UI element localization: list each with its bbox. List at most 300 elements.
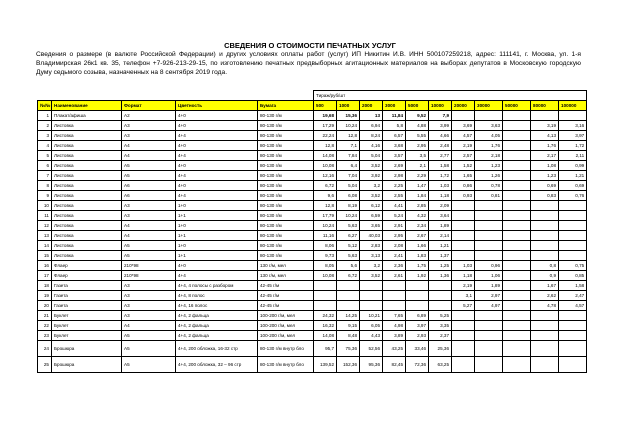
price-cell: 0,75 xyxy=(559,261,587,271)
price-cell: 3,68 xyxy=(383,141,406,151)
row-attribute: А3 xyxy=(122,131,176,141)
row-attribute: А3 xyxy=(122,201,176,211)
row-attribute: 100-200 г/м, мел xyxy=(258,311,314,321)
column-header: 1000 xyxy=(337,101,360,111)
price-cell xyxy=(503,221,531,231)
row-attribute: А3 xyxy=(122,311,176,321)
column-header: 2000 xyxy=(360,101,383,111)
price-cell: 2,57 xyxy=(452,151,475,161)
row-attribute: Листовка xyxy=(52,201,122,211)
price-cell: 4,97 xyxy=(475,301,503,311)
row-attribute: Буклет xyxy=(52,331,122,341)
price-cell: 3,2 xyxy=(360,261,383,271)
price-cell: 6,89 xyxy=(406,311,429,321)
price-cell xyxy=(531,201,559,211)
row-attribute: Листовка xyxy=(52,131,122,141)
price-cell: 5,55 xyxy=(406,131,429,141)
price-cell xyxy=(383,291,406,301)
price-cell xyxy=(475,321,503,331)
price-cell xyxy=(337,301,360,311)
price-cell: 2,85 xyxy=(406,201,429,211)
price-cell: 4,57 xyxy=(559,301,587,311)
price-cell xyxy=(383,281,406,291)
price-cell xyxy=(503,261,531,271)
row-attribute: А3 xyxy=(122,211,176,221)
price-cell: 95,7 xyxy=(314,341,337,357)
price-cell xyxy=(452,201,475,211)
table-row xyxy=(38,311,587,321)
group-header-row xyxy=(38,91,587,101)
row-attribute: А6 xyxy=(122,191,176,201)
price-cell xyxy=(452,321,475,331)
column-header: Формат xyxy=(122,101,176,111)
price-cell: 7,65 xyxy=(383,311,406,321)
price-cell: 152,36 xyxy=(337,357,360,373)
price-cell: 3,69 xyxy=(452,121,475,131)
price-cell: 0,99 xyxy=(559,161,587,171)
price-cell xyxy=(503,131,531,141)
price-cell xyxy=(360,291,383,301)
row-attribute: А4 xyxy=(122,321,176,331)
column-header: 5000 xyxy=(406,101,429,111)
row-attribute: А3 xyxy=(122,301,176,311)
row-attribute: 4+4, 4 полосы с разбором xyxy=(176,281,258,291)
price-cell xyxy=(559,241,587,251)
row-attribute: 1+1 xyxy=(176,211,258,221)
price-cell: 1,23 xyxy=(531,171,559,181)
price-cell: 5,04 xyxy=(337,181,360,191)
price-cell: 3,13 xyxy=(360,251,383,261)
price-cell xyxy=(503,231,531,241)
price-cell: 2,19 xyxy=(452,281,475,291)
price-cell: 5,12 xyxy=(337,241,360,251)
row-number: 1 xyxy=(38,111,52,121)
column-header: 80000 xyxy=(531,101,559,111)
price-cell xyxy=(559,221,587,231)
row-attribute: 4+4, 200 обложка, 16-32 стр xyxy=(176,341,258,357)
price-cell: 7,9 xyxy=(429,111,452,121)
price-cell: 5,04 xyxy=(360,151,383,161)
price-cell: 3,35 xyxy=(429,321,452,331)
column-header: 500 xyxy=(314,101,337,111)
price-cell: 1,67 xyxy=(531,281,559,291)
price-cell xyxy=(559,231,587,241)
price-cell: 14,08 xyxy=(314,331,337,341)
price-cell: 7,84 xyxy=(337,151,360,161)
price-cell: 3,89 xyxy=(383,331,406,341)
price-cell: 1,52 xyxy=(452,161,475,171)
price-cell xyxy=(475,357,503,373)
price-cell xyxy=(503,141,531,151)
price-cell: 15,36 xyxy=(337,111,360,121)
row-number: 10 xyxy=(38,201,52,211)
row-attribute: 4+0 xyxy=(176,141,258,151)
price-cell xyxy=(314,281,337,291)
row-attribute: 1+1 xyxy=(176,231,258,241)
price-cell xyxy=(452,341,475,357)
price-cell: 1,65 xyxy=(452,171,475,181)
row-number: 9 xyxy=(38,191,52,201)
row-attribute: 4+4, 8 полос xyxy=(176,291,258,301)
row-attribute: 130 г/м, мел xyxy=(258,261,314,271)
table-row xyxy=(38,281,587,291)
price-cell xyxy=(314,291,337,301)
table-row xyxy=(38,357,587,373)
price-cell: 14,25 xyxy=(337,311,360,321)
row-attribute: Листовка xyxy=(52,191,122,201)
price-cell xyxy=(559,321,587,331)
price-cell: 33,46 xyxy=(406,341,429,357)
price-cell: 1,03 xyxy=(452,261,475,271)
price-cell: 2,41 xyxy=(383,251,406,261)
row-attribute: 4+4 xyxy=(176,151,258,161)
price-cell: 52,56 xyxy=(360,341,383,357)
row-attribute: Плакат/афиша xyxy=(52,111,122,121)
row-attribute: 100-200 г/м, мел xyxy=(258,321,314,331)
price-cell xyxy=(531,241,559,251)
price-cell xyxy=(503,251,531,261)
price-cell: 139,52 xyxy=(314,357,337,373)
row-number: 5 xyxy=(38,151,52,161)
row-number: 2 xyxy=(38,121,52,131)
price-cell: 2,29 xyxy=(406,171,429,181)
price-cell: 2,69 xyxy=(383,161,406,171)
price-cell xyxy=(559,311,587,321)
price-cell: 6,59 xyxy=(360,211,383,221)
price-cell xyxy=(406,301,429,311)
row-attribute: 4+4, 2 фальца xyxy=(176,321,258,331)
row-number: 20 xyxy=(38,301,52,311)
row-attribute: Листовка xyxy=(52,181,122,191)
row-attribute: А4 xyxy=(122,141,176,151)
price-cell: 1,06 xyxy=(475,271,503,281)
price-cell: 72,36 xyxy=(406,357,429,373)
price-cell xyxy=(475,111,503,121)
price-cell: 3,99 xyxy=(429,121,452,131)
price-cell: 8,24 xyxy=(360,131,383,141)
price-cell: 2,1 xyxy=(406,161,429,171)
price-cell: 2,77 xyxy=(429,151,452,161)
row-attribute: 42-45 г/м xyxy=(258,301,314,311)
table-row xyxy=(38,301,587,311)
price-cell xyxy=(314,301,337,311)
price-table xyxy=(37,90,587,373)
price-cell xyxy=(503,121,531,131)
row-attribute: Листовка xyxy=(52,141,122,151)
price-cell: 7,04 xyxy=(337,171,360,181)
price-cell xyxy=(475,211,503,221)
row-attribute: 80-130 г/м xyxy=(258,131,314,141)
row-number: 11 xyxy=(38,211,52,221)
row-attribute: 1+1 xyxy=(176,251,258,261)
row-attribute: 4+0 xyxy=(176,261,258,271)
row-attribute: А4 xyxy=(122,221,176,231)
price-cell: 40,03 xyxy=(360,231,383,241)
price-cell: 9,52 xyxy=(406,111,429,121)
price-cell: 2,61 xyxy=(383,271,406,281)
price-cell: 1,21 xyxy=(429,241,452,251)
price-cell: 10,08 xyxy=(314,271,337,281)
row-attribute: Листовка xyxy=(52,151,122,161)
row-attribute: 80-130 г/м внутр бло xyxy=(258,357,314,373)
price-cell: 9,15 xyxy=(337,321,360,331)
price-cell xyxy=(559,111,587,121)
price-cell: 3,97 xyxy=(406,321,429,331)
price-cell: 2,55 xyxy=(383,191,406,201)
price-cell: 2,97 xyxy=(475,291,503,301)
row-number: 12 xyxy=(38,221,52,231)
price-cell: 0,69 xyxy=(559,181,587,191)
price-cell: 17,79 xyxy=(314,211,337,221)
price-cell: 2,19 xyxy=(452,141,475,151)
price-cell xyxy=(531,311,559,321)
price-cell: 6,08 xyxy=(337,191,360,201)
price-cell: 4,05 xyxy=(475,131,503,141)
price-cell xyxy=(503,271,531,281)
price-cell: 4,88 xyxy=(406,121,429,131)
group-header: Тираж/руб/шт xyxy=(314,91,587,101)
price-cell xyxy=(452,241,475,251)
price-cell: 3,1 xyxy=(452,291,475,301)
row-attribute: Буклет xyxy=(52,311,122,321)
price-cell xyxy=(503,111,531,121)
price-cell xyxy=(531,111,559,121)
row-attribute: А2 xyxy=(122,111,176,121)
price-cell: 1,58 xyxy=(559,281,587,291)
row-attribute: 80-130 г/м xyxy=(258,141,314,151)
price-cell xyxy=(503,291,531,301)
price-cell xyxy=(475,331,503,341)
row-attribute: 4+4, 2 фальца xyxy=(176,331,258,341)
price-cell: 1,92 xyxy=(406,271,429,281)
table-row xyxy=(38,161,587,171)
price-cell: 10,08 xyxy=(314,161,337,171)
price-cell: 1,47 xyxy=(406,181,429,191)
price-cell: 13 xyxy=(360,111,383,121)
row-attribute: 4+4, 16 полос xyxy=(176,301,258,311)
price-cell xyxy=(475,241,503,251)
price-cell: 4,43 xyxy=(360,331,383,341)
price-cell xyxy=(503,191,531,201)
price-cell xyxy=(429,281,452,291)
price-cell: 2,37 xyxy=(429,331,452,341)
price-cell xyxy=(475,251,503,261)
price-cell: 1,26 xyxy=(475,171,503,181)
price-cell: 5,63 xyxy=(337,251,360,261)
row-attribute: 80-130 г/м xyxy=(258,191,314,201)
row-attribute: 100-200 г/м, мел xyxy=(258,331,314,341)
table-row xyxy=(38,181,587,191)
column-header: 100000 xyxy=(559,101,587,111)
price-cell xyxy=(503,301,531,311)
price-cell: 4,41 xyxy=(383,201,406,211)
price-cell xyxy=(559,211,587,221)
price-cell: 2,09 xyxy=(429,201,452,211)
table-row xyxy=(38,221,587,231)
price-cell: 14,08 xyxy=(314,151,337,161)
row-attribute: 42-45 г/м xyxy=(258,281,314,291)
price-cell xyxy=(452,251,475,261)
row-attribute: 42-45 г/м xyxy=(258,291,314,301)
price-cell: 8,06 xyxy=(314,241,337,251)
price-cell xyxy=(559,331,587,341)
row-number: 23 xyxy=(38,331,52,341)
row-number: 21 xyxy=(38,311,52,321)
price-cell: 2,34 xyxy=(406,221,429,231)
price-cell: 7,1 xyxy=(337,141,360,151)
row-number: 14 xyxy=(38,241,52,251)
column-header: Наименование xyxy=(52,101,122,111)
row-attribute: Листовка xyxy=(52,241,122,251)
price-cell xyxy=(452,357,475,373)
price-cell: 11,84 xyxy=(383,111,406,121)
row-attribute: 210*98 xyxy=(122,261,176,271)
price-cell xyxy=(531,221,559,231)
price-cell: 1,18 xyxy=(429,191,452,201)
price-cell xyxy=(503,241,531,251)
row-attribute: Буклет xyxy=(52,321,122,331)
row-attribute: Листовка xyxy=(52,251,122,261)
price-cell: 2,25 xyxy=(383,181,406,191)
price-cell: 10,24 xyxy=(337,121,360,131)
price-cell xyxy=(452,331,475,341)
price-cell: 3,52 xyxy=(360,161,383,171)
table-row xyxy=(38,251,587,261)
row-attribute: 80-130 г/м xyxy=(258,111,314,121)
price-cell: 3,97 xyxy=(559,131,587,141)
row-attribute: 4+4 xyxy=(176,131,258,141)
table-row xyxy=(38,201,587,211)
group-header-spacer xyxy=(38,91,314,101)
row-attribute: 4+0 xyxy=(176,111,258,121)
row-attribute: 1+0 xyxy=(176,201,258,211)
price-cell: 4,57 xyxy=(452,131,475,141)
table-row xyxy=(38,191,587,201)
price-cell xyxy=(452,231,475,241)
price-cell: 10,24 xyxy=(337,211,360,221)
price-cell: 3,57 xyxy=(383,151,406,161)
price-cell: 6,72 xyxy=(337,271,360,281)
row-attribute: Листовка xyxy=(52,211,122,221)
price-cell: 2,83 xyxy=(360,241,383,251)
row-attribute: Газета xyxy=(52,301,122,311)
row-attribute: 80-130 г/м внутр бло xyxy=(258,341,314,357)
price-cell xyxy=(406,291,429,301)
price-cell: 2,08 xyxy=(383,241,406,251)
price-cell: 11,16 xyxy=(314,231,337,241)
price-cell: 0,69 xyxy=(531,181,559,191)
price-cell: 1,89 xyxy=(429,221,452,231)
price-cell xyxy=(531,357,559,373)
row-attribute: 80-130 г/м xyxy=(258,241,314,251)
row-number: 24 xyxy=(38,341,52,357)
price-cell: 6,12 xyxy=(360,201,383,211)
row-number: 17 xyxy=(38,271,52,281)
table-row xyxy=(38,291,587,301)
price-cell: 2,62 xyxy=(531,291,559,301)
row-attribute: А3 xyxy=(122,121,176,131)
price-cell: 0,86 xyxy=(452,181,475,191)
price-cell xyxy=(475,341,503,357)
table-row xyxy=(38,321,587,331)
price-cell: 6,05 xyxy=(360,321,383,331)
row-number: 8 xyxy=(38,181,52,191)
price-cell xyxy=(503,331,531,341)
row-attribute: 210*98 xyxy=(122,271,176,281)
price-cell xyxy=(383,301,406,311)
price-cell: 1,25 xyxy=(429,261,452,271)
price-cell: 2,98 xyxy=(383,171,406,181)
price-cell: 2,11 xyxy=(559,151,587,161)
row-attribute: 1+0 xyxy=(176,221,258,231)
table-row xyxy=(38,231,587,241)
price-cell: 2,36 xyxy=(383,261,406,271)
price-cell xyxy=(559,251,587,261)
price-cell: 1,03 xyxy=(429,181,452,191)
price-cell: 1,84 xyxy=(406,191,429,201)
row-number: 16 xyxy=(38,261,52,271)
price-cell: 5,27 xyxy=(452,301,475,311)
price-cell: 12,8 xyxy=(314,201,337,211)
price-cell xyxy=(360,301,383,311)
price-cell: 5,24 xyxy=(383,211,406,221)
price-cell: 3,5 xyxy=(406,151,429,161)
row-attribute: Газета xyxy=(52,281,122,291)
row-number: 7 xyxy=(38,171,52,181)
price-cell: 0,85 xyxy=(559,271,587,281)
price-cell: 1,18 xyxy=(452,271,475,281)
price-cell: 3,2 xyxy=(360,181,383,191)
row-attribute: 4+0 xyxy=(176,121,258,131)
price-cell: 4,98 xyxy=(383,321,406,331)
price-cell: 2,93 xyxy=(406,331,429,341)
price-cell: 0,9 xyxy=(531,271,559,281)
price-cell: 10,21 xyxy=(360,311,383,321)
price-cell: 3,52 xyxy=(360,191,383,201)
price-cell xyxy=(503,151,531,161)
price-cell: 3,65 xyxy=(360,221,383,231)
row-attribute: 4+4 xyxy=(176,171,258,181)
price-cell: 6,57 xyxy=(383,131,406,141)
price-cell: 4,16 xyxy=(360,141,383,151)
price-cell: 8,48 xyxy=(337,331,360,341)
price-cell: 2,67 xyxy=(406,231,429,241)
row-number: 22 xyxy=(38,321,52,331)
row-attribute: 80-130 г/м xyxy=(258,121,314,131)
row-attribute: Листовка xyxy=(52,231,122,241)
table-row xyxy=(38,171,587,181)
row-attribute: 80-130 г/м xyxy=(258,161,314,171)
price-cell xyxy=(503,311,531,321)
price-cell: 2,17 xyxy=(531,151,559,161)
price-cell: 95,36 xyxy=(360,357,383,373)
row-attribute: 4+0 xyxy=(176,181,258,191)
row-attribute: Листовка xyxy=(52,221,122,231)
price-cell xyxy=(559,341,587,357)
price-cell: 1,89 xyxy=(475,281,503,291)
price-cell: 3,63 xyxy=(475,121,503,131)
price-cell: 2,47 xyxy=(559,291,587,301)
row-attribute: Листовка xyxy=(52,161,122,171)
price-cell: 1,21 xyxy=(559,171,587,181)
row-attribute: А5 xyxy=(122,331,176,341)
row-number: 3 xyxy=(38,131,52,141)
column-header: №№ xyxy=(38,101,52,111)
price-cell: 1,08 xyxy=(531,161,559,171)
price-cell: 3,92 xyxy=(360,171,383,181)
row-attribute: Листовка xyxy=(52,121,122,131)
row-attribute: А5 xyxy=(122,357,176,373)
